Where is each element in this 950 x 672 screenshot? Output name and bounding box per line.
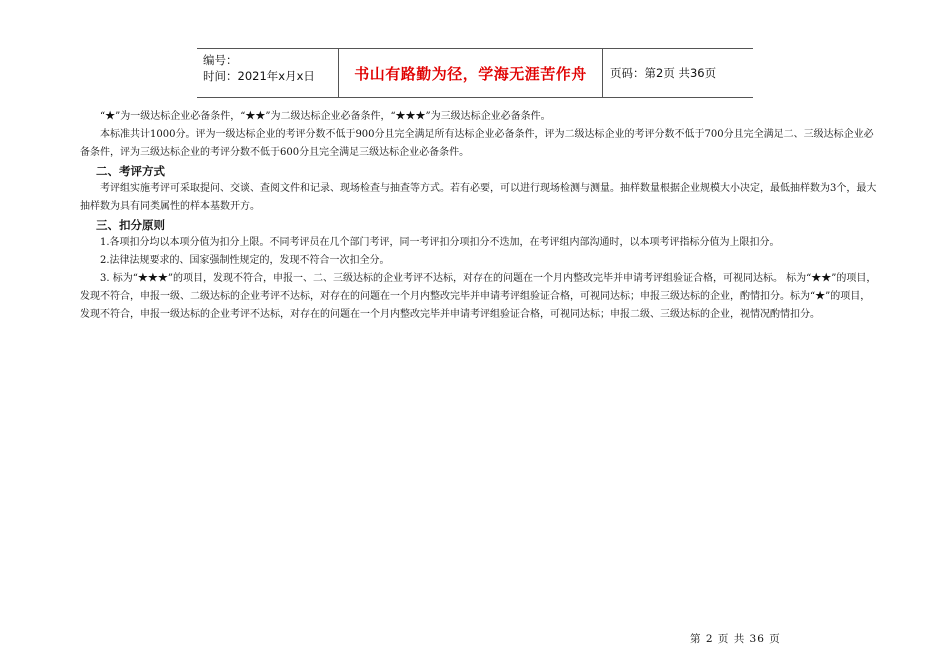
header-meta (197, 49, 339, 97)
header-motto: 书山有路勤为径，学海无涯苦作舟 (339, 49, 603, 97)
deduction-item-3: 3. 标为“★★★”的项目，发现不符合，申报一、二、三级达标的企业考评不达标，对存在的问题在一个月内整改完毕并申请考评组验证合格，可视同达标。 标为“★★”的项目，发现不符合，申报一级、二级达标的企业考评不达标，对存在的问题在一个月内整改完毕并申请考评组验证合格，可视同达标；申报三级达标的企业，酌情扣分。标为“★”的项目，发现不符合，申报一级达标的企业考评不达标，对存在的问题在一个月内整改完毕并申请考评组验证合格，可视同达标；申报二级、三级达标的企业，视情况酌情扣分。 (80, 273, 877, 320)
page-header (197, 48, 753, 98)
document-number-label: 编号： (203, 53, 238, 67)
header-page-label: 页码：第2页 共36页 (610, 66, 717, 80)
star-conditions-paragraph: “★”为一级达标企业必备条件，“★★”为二级达标企业必备条件，“★★★”为三级达标企业必备条件。 (100, 111, 551, 122)
deduction-item-2: 2.法律法规要求的、国家强制性规定的，发现不符合一次扣全分。 (100, 255, 390, 266)
scoring-paragraph: 本标准共计1000分。评为一级达标企业的考评分数不低于900分且完全满足所有达标企业必备条件，评为二级达标企业的考评分数不低于700分且完全满足二、三级达标企业必备条件，评为三级达标企业的考评分数不低于600分且完全满足三级达标企业必备条件。 (80, 129, 874, 158)
document-body (80, 108, 880, 324)
section-heading-deduction-principles: 三、扣分原则 (96, 218, 165, 232)
evaluation-method-paragraph: 考评组实施考评可采取提问、交谈、查阅文件和记录、现场检查与抽查等方式。若有必要，可以进行现场检测与测量。抽样数量根据企业规模大小决定，最低抽样数为3个，最大抽样数为具有同类属性的样本基数开方。 (80, 183, 877, 212)
page-footer-number: 第 2 页 共 36 页 (690, 633, 781, 645)
document-time-label: 时间：2021年x月x日 (203, 69, 315, 83)
section-heading-evaluation-method: 二、考评方式 (96, 164, 165, 178)
deduction-item-1: 1.各项扣分均以本项分值为扣分上限。不同考评员在几个部门考评，同一考评扣分项扣分不迭加，在考评组内部沟通时，以本项考评指标分值为上限扣分。 (100, 237, 780, 248)
